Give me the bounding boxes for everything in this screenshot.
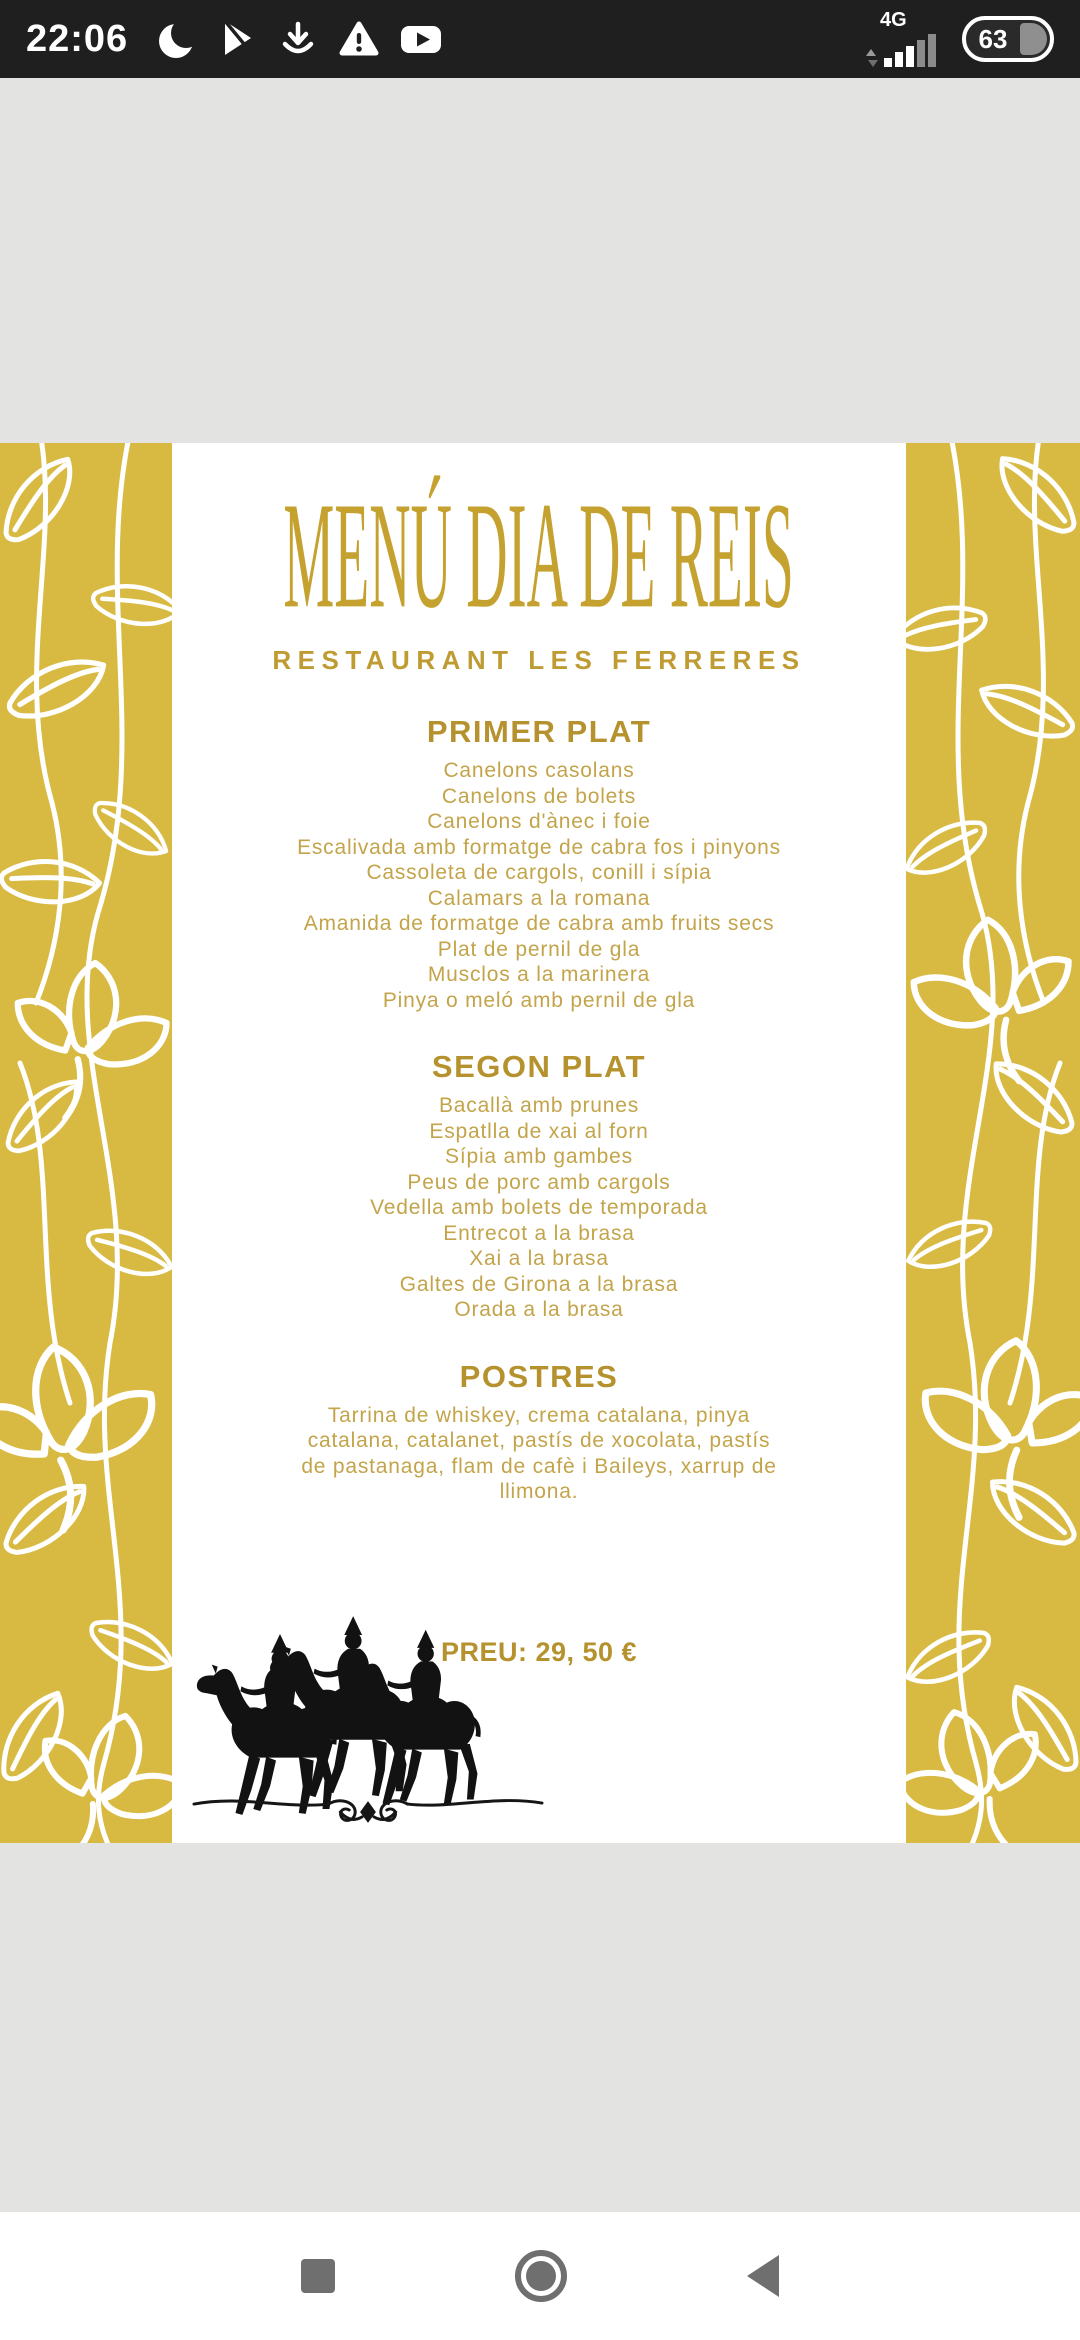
price-label: PREU: 29, 50 € (440, 1636, 638, 1667)
menu-item: Sípia amb gambes (445, 1145, 633, 1168)
home-circle-icon (515, 2250, 567, 2302)
menu-item: Amanida de formatge de cabra amb fruits secs (303, 912, 775, 935)
three-kings-illustration (190, 1599, 546, 1839)
recents-square-icon (301, 2259, 335, 2293)
menu-item: Orada a la brasa (454, 1298, 624, 1321)
menu-item: Musclos a la marinera (427, 963, 651, 986)
status-right-cluster (864, 10, 1054, 68)
menu-title-wrap (172, 471, 906, 640)
menu-item: Cassoleta de cargols, conill i sípia (366, 861, 712, 884)
clock: 22:06 (26, 17, 129, 60)
menu-item: Canelons de bolets (441, 784, 637, 808)
section-heading-segon-plat: SEGON PLAT (431, 1049, 647, 1084)
battery-fill (1020, 23, 1047, 55)
back-button[interactable] (747, 2255, 779, 2297)
segon-plat-items (172, 1093, 906, 1323)
menu-item: Escalivada amb formatge de cabra fos i pinyons (297, 835, 781, 859)
menu-item: Vedella amb bolets de temporada (370, 1196, 708, 1219)
primer-plat-items (172, 758, 906, 1013)
postres-description: Tarrina de whiskey, crema catalana, pinya catalana, catalanet, pastís de xocolata, pastís de pastanaga, flam de cafè i Baileys, xarrup de llimona. (301, 1403, 777, 1503)
play-store-icon (216, 16, 260, 62)
floral-border-right (906, 443, 1080, 1843)
battery-indicator (962, 16, 1054, 62)
menu-photo[interactable] (0, 443, 1080, 1843)
floral-border-left (0, 443, 172, 1843)
menu-item: Xai a la brasa (469, 1247, 609, 1270)
recents-button[interactable] (301, 2259, 335, 2293)
network-type-label: 4G (880, 9, 907, 31)
cell-signal-indicator (864, 10, 946, 68)
menu-item: Galtes de Girona a la brasa (399, 1272, 679, 1296)
signal-bars-icon (864, 32, 946, 68)
menu-item: Bacallà amb prunes (438, 1094, 639, 1117)
battery-percent-label: 63 (978, 23, 1008, 54)
home-button[interactable] (515, 2250, 567, 2302)
menu-item: Espatlla de xai al forn (429, 1119, 649, 1143)
section-heading-primer-plat: PRIMER PLAT (426, 714, 652, 749)
moon-icon (154, 16, 200, 62)
menu-item: Plat de pernil de gla (437, 937, 641, 961)
menu-item: Canelons d'ànec i foie (427, 810, 651, 833)
youtube-icon (398, 16, 444, 62)
section-heading-postres: POSTRES (459, 1358, 619, 1394)
back-triangle-icon (747, 2255, 779, 2297)
download-icon (276, 16, 320, 62)
warning-icon (336, 16, 382, 62)
menu-item: Calamars a la romana (427, 886, 651, 910)
android-nav-bar (0, 2212, 1080, 2340)
menu-item: Entrecot a la brasa (443, 1221, 635, 1245)
menu-item: Pinya o meló amb pernil de gla (382, 988, 696, 1012)
menu-item: Peus de porc amb cargols (407, 1170, 671, 1194)
restaurant-name: RESTAURANT LES FERRERES (272, 645, 806, 675)
notification-icons (154, 16, 444, 62)
menu-card (172, 443, 906, 1843)
menu-title: MENÚ DIA DE REIS (283, 471, 795, 640)
menu-item: Canelons casolans (443, 759, 635, 782)
status-bar (0, 0, 1080, 78)
